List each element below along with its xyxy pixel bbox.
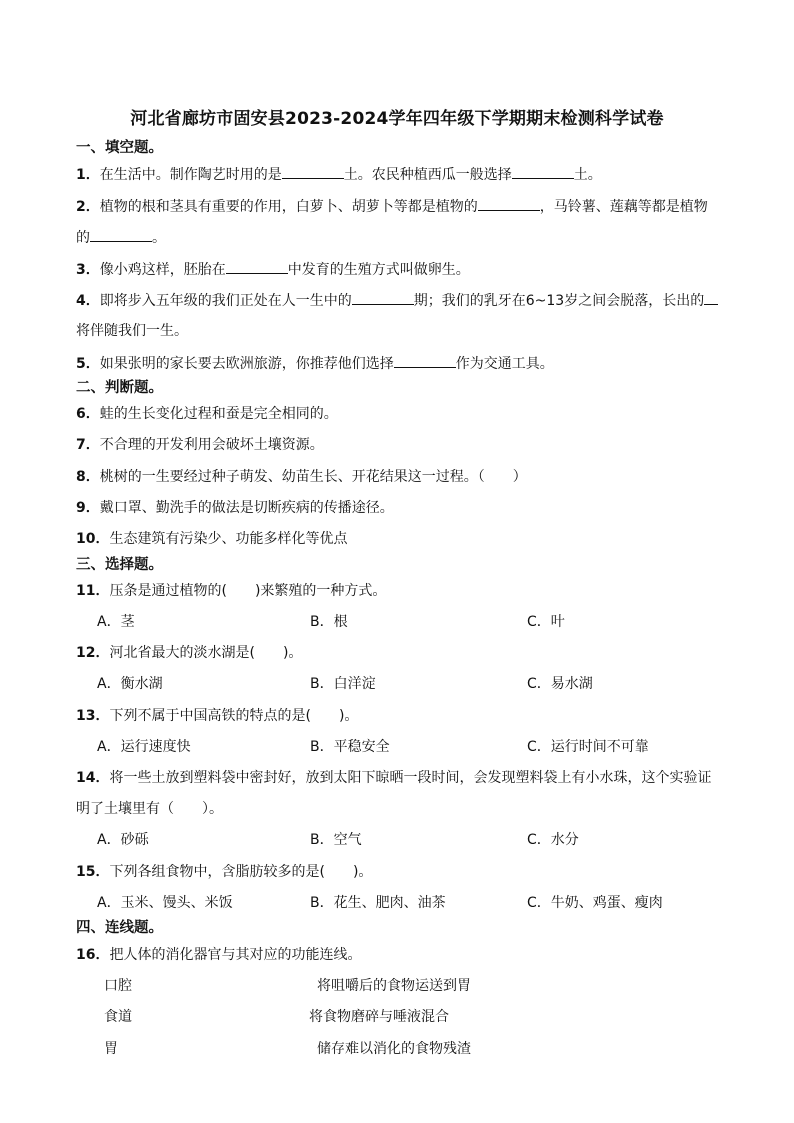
option-c[interactable]: C．牛奶、鸡蛋、瘦肉	[527, 895, 663, 911]
question-11: 11．压条是通过植物的( )来繁殖的一种方式。	[76, 583, 387, 599]
answer-blank[interactable]	[226, 259, 288, 274]
option-c[interactable]: C．叶	[527, 614, 565, 630]
match-right-item[interactable]: 将咀嚼后的食物运送到胃	[317, 978, 471, 994]
match-right-item[interactable]: 储存难以消化的食物残渣	[317, 1041, 471, 1057]
question-2: 2．植物的根和茎具有重要的作用，白萝卜、胡萝卜等都是植物的 ，马铃薯、莲藕等都是植物	[76, 196, 708, 217]
question-3: 3．像小鸡这样，胚胎在 中发育的生殖方式叫做卵生。	[76, 259, 470, 280]
option-a[interactable]: A．砂砾	[97, 832, 149, 848]
option-c[interactable]: C．运行时间不可靠	[527, 739, 649, 755]
option-b[interactable]: B．花生、肥肉、油茶	[310, 895, 446, 911]
option-c[interactable]: C．水分	[527, 832, 579, 848]
answer-blank[interactable]	[704, 290, 718, 305]
section-heading-multiple-choice: 三、选择题。	[76, 557, 163, 573]
option-b[interactable]: B．平稳安全	[310, 739, 390, 755]
answer-blank[interactable]	[282, 164, 344, 179]
question-13: 13．下列不属于中国高铁的特点的是( )。	[76, 708, 359, 724]
answer-blank[interactable]	[90, 227, 152, 242]
answer-blank[interactable]	[478, 196, 540, 211]
match-right-item[interactable]: 将食物磨碎与唾液混合	[309, 1009, 449, 1025]
question-4-cont: 将伴随我们一生。	[76, 323, 188, 339]
question-4: 4．即将步入五年级的我们正处在人一生中的 期；我们的乳牙在6~13岁之间会脱落，长出的	[76, 290, 718, 311]
option-b[interactable]: B．空气	[310, 832, 362, 848]
page-title: 河北省廊坊市固安县2023-2024学年四年级下学期期末检测科学试卷	[130, 109, 664, 129]
question-14: 14．将一些土放到塑料袋中密封好，放到太阳下晾晒一段时间，会发现塑料袋上有小水珠，这个实验证	[76, 770, 712, 786]
question-8: 8．桃树的一生要经过种子萌发、幼苗生长、开花结果这一过程。（ ）	[76, 469, 527, 485]
option-a[interactable]: A．玉米、馒头、米饭	[97, 895, 233, 911]
option-a[interactable]: A．衡水湖	[97, 676, 163, 692]
section-heading-true-false: 二、判断题。	[76, 380, 163, 396]
match-left-item[interactable]: 胃	[104, 1041, 118, 1057]
match-left-item[interactable]: 口腔	[104, 978, 132, 994]
question-2-cont: 的 。	[76, 227, 166, 248]
answer-blank[interactable]	[512, 164, 574, 179]
question-10: 10．生态建筑有污染少、功能多样化等优点	[76, 531, 348, 547]
option-c[interactable]: C．易水湖	[527, 676, 593, 692]
option-a[interactable]: A．茎	[97, 614, 135, 630]
question-1: 1．在生活中。制作陶艺时用的是 土。农民种植西瓜一般选择 土。	[76, 164, 602, 185]
question-5: 5．如果张明的家长要去欧洲旅游，你推荐他们选择 作为交通工具。	[76, 353, 554, 374]
answer-blank[interactable]	[394, 353, 456, 368]
question-16: 16．把人体的消化器官与其对应的功能连线。	[76, 947, 362, 963]
question-7: 7．不合理的开发利用会破坏土壤资源。	[76, 437, 324, 453]
option-a[interactable]: A．运行速度快	[97, 739, 191, 755]
answer-blank[interactable]	[352, 290, 414, 305]
option-b[interactable]: B．根	[310, 614, 348, 630]
question-12: 12．河北省最大的淡水湖是( )。	[76, 645, 303, 661]
question-9: 9．戴口罩、勤洗手的做法是切断疾病的传播途径。	[76, 500, 394, 516]
question-14-cont: 明了土壤里有（ ）。	[76, 801, 223, 817]
option-b[interactable]: B．白洋淀	[310, 676, 376, 692]
question-6: 6．蛙的生长变化过程和蚕是完全相同的。	[76, 406, 338, 422]
section-heading-fill-blank: 一、填空题。	[76, 140, 163, 156]
match-left-item[interactable]: 食道	[104, 1009, 132, 1025]
question-15: 15．下列各组食物中，含脂肪较多的是( )。	[76, 864, 373, 880]
section-heading-matching: 四、连线题。	[76, 920, 163, 936]
